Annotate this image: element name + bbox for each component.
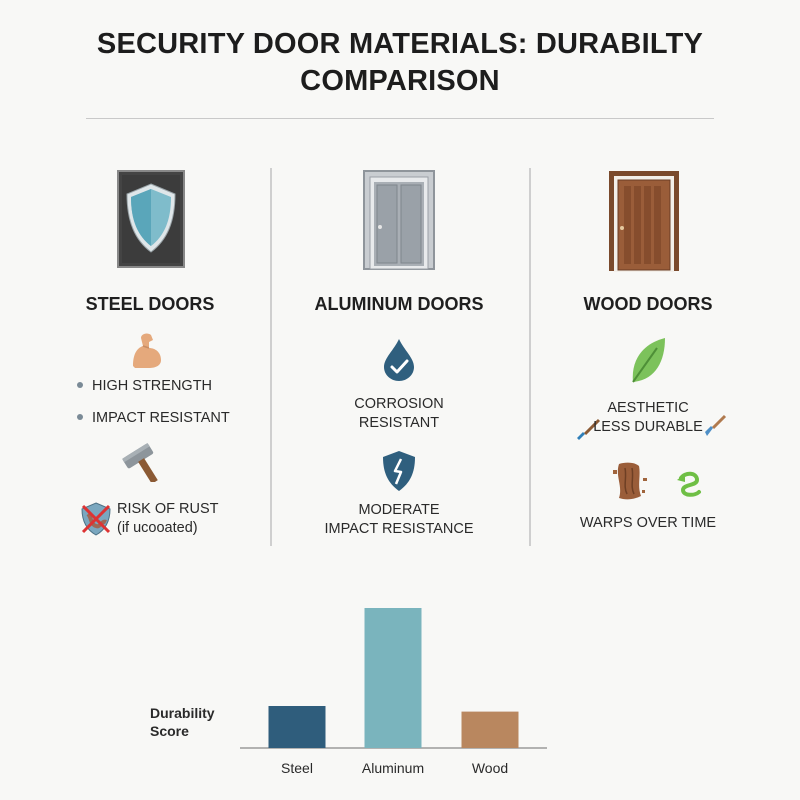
steel-column [25,150,275,550]
aluminum-heading: ALUMINUM DOORS [314,294,484,314]
steel-caveat-line-1: RISK OF RUST [117,501,219,517]
aluminum-feature-2 [274,501,524,539]
steel-caveat [117,500,219,538]
chart-ylabel: Durability Score [150,705,215,739]
bar-aluminum [365,608,422,748]
leaf-icon [627,336,667,386]
aluminum-door-icon [363,170,435,270]
rusted-shield-icon [80,502,112,536]
bar-wood [462,712,519,748]
wood-feature-1 [523,399,773,437]
flexed-arm-icon [129,330,163,370]
aluminum-feature-2-line-1: MODERATE [358,502,440,518]
aluminum-column [274,150,524,550]
wood-column [523,150,773,550]
steel-feature-1 [77,377,212,396]
x-tick-label: Aluminum [361,760,425,776]
steel-feature-2 [77,409,230,428]
aluminum-feature-1-line-1: CORROSION [354,396,444,412]
steel-caveat-line-2: (if ucooated) [117,520,198,536]
aluminum-feature-1-line-2: RESISTANT [358,415,440,431]
wood-feature-1-line-2: LESS DURABLE [593,419,703,435]
bar-steel [269,706,326,748]
bar-chart-canvas [0,590,800,800]
page-title: SECURITY DOOR MATERIALS: DURABILTY COMPARISON [96,28,704,97]
x-tick-label: Wood [471,760,509,776]
water-drop-check-icon [382,338,416,382]
steel-feature-1-label: HIGH STRENGTH [92,378,213,394]
paintbrush-icon [703,414,729,440]
shield-door-icon [117,170,185,268]
shield-crack-icon [381,450,417,492]
wood-feature-1-line-1: AESTHETIC [607,400,689,416]
bullet-icon [77,382,83,388]
bullet-icon [77,414,83,420]
warped-wood-icon [611,460,649,502]
title-divider [86,118,714,119]
wood-door-icon [608,170,680,272]
green-cycle-arrow-icon [675,468,705,500]
durability-chart [0,590,800,800]
steel-feature-2-label: IMPACT RESISTANT [92,410,230,426]
hammer-icon [121,440,173,482]
wood-heading: WOOD DOORS [583,294,713,314]
wood-feature-2: WARPS OVER TIME [579,515,717,531]
aluminum-feature-2-line-2: IMPACT RESISTANCE [324,521,474,537]
aluminum-feature-1 [274,395,524,433]
x-tick-label: Steel [281,760,313,776]
steel-heading: STEEL DOORS [85,294,215,314]
